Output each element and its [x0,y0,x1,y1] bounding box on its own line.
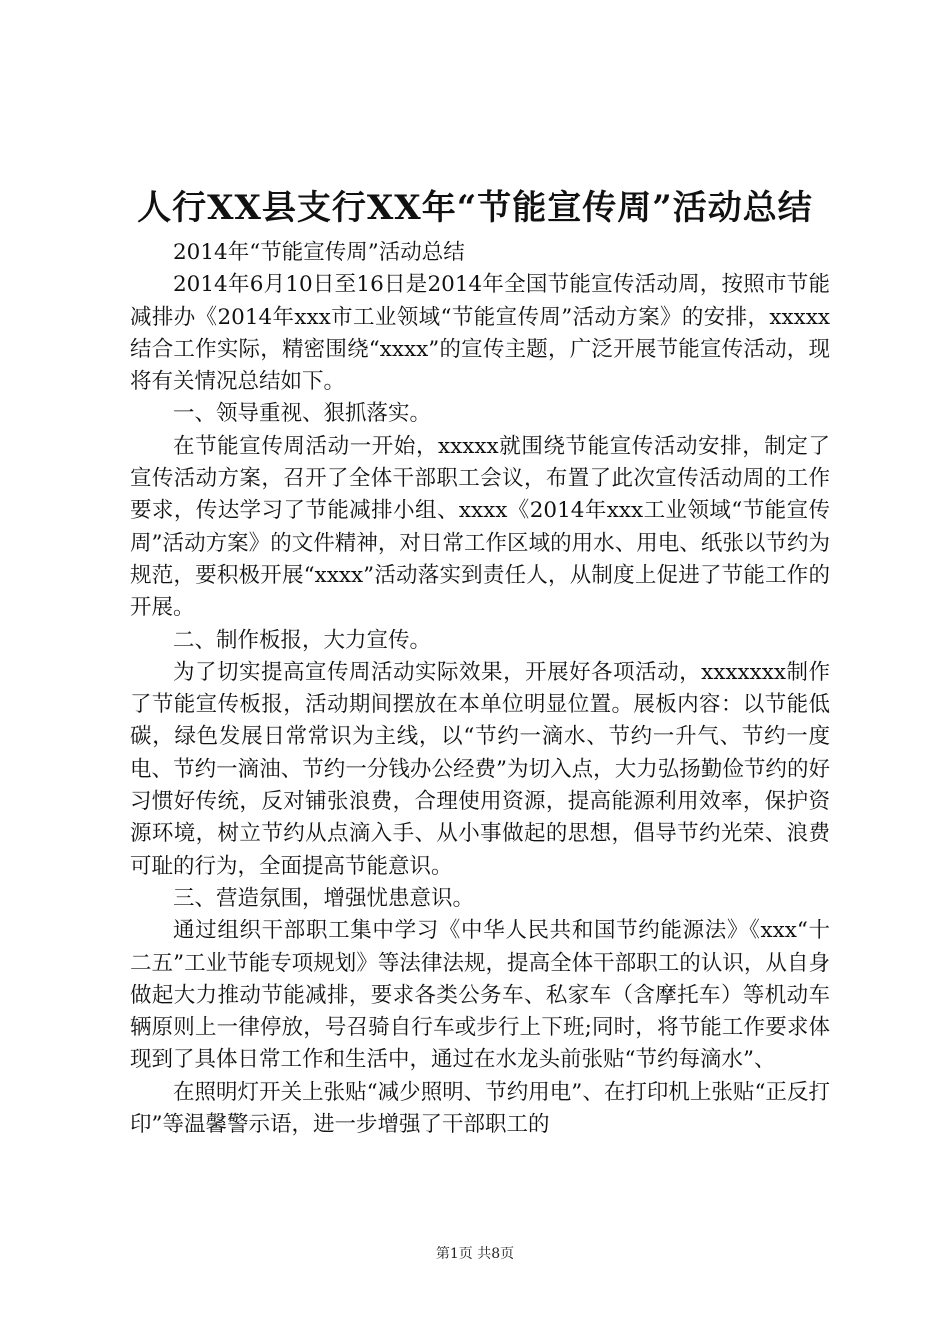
document-body [130,237,830,1141]
document-title: 人行XX县支行XX年“节能宣传周”活动总结 [137,188,813,228]
paragraph-section-3-continued: 在照明灯开关上张贴“减少照明、节约用电”、在打印机上张贴“正反打印”等温馨警示语，进一步增强了干部职工的 [130,1079,830,1138]
paragraph-section-2: 为了切实提高宣传周活动实际效果，开展好各项活动，xxxxxxx制作了节能宣传板报，活动期间摆放在本单位明显位置。展板内容：以节能低碳，绿色发展日常常识为主线，以“节约一滴水、节约一升气、节约一度电、节约一滴油、节约一分钱办公经费”为切入点，大力弘扬勤俭节约的好习惯好传统，反对铺张浪费，合理使用资源，提高能源利用效率，保护资源环境，树立节约从点滴入手、从小事做起的思想，倡导节约光荣、浪费可耻的行为，全面提高节能意识。 [130,659,830,879]
section-heading-3: 三、营造氛围，增强忧患意识。 [173,885,475,911]
paragraph-intro: 2014年6月10日至16日是2014年全国节能宣传活动周，按照市节能减排办《2014年xxx市工业领域“节能宣传周”活动方案》的安排，xxxxx结合工作实际，精密围绕“xxxx”的宣传主题，广泛开展节能宣传活动，现将有关情况总结如下。 [130,272,830,395]
section-heading-1: 一、领导重视、狠抓落实。 [173,401,432,427]
paragraph-subtitle: 2014年“节能宣传周”活动总结 [173,240,465,265]
section-heading-2: 二、制作板报，大力宣传。 [173,627,432,653]
paragraph-section-1: 在节能宣传周活动一开始，xxxxx就围绕节能宣传活动安排，制定了宣传活动方案，召开了全体干部职工会议，布置了此次宣传活动周的工作要求，传达学习了节能减排小组、xxxx《2014年xxx工业领域“节能宣传周”活动方案》的文件精神，对日常工作区域的用水、用电、纸张以节约为规范，要积极开展“xxxx”活动落实到责任人，从制度上促进了节能工作的开展。 [130,433,830,621]
paragraph-section-3: 通过组织干部职工集中学习《中华人民共和国节约能源法》《xxx“十二五”工业节能专项规划》等法律法规，提高全体干部职工的认识，从自身做起大力推动节能减排，要求各类公务车、私家车（含摩托车）等机动车辆原则上一律停放，号召骑自行车或步行上下班;同时，将节能工作要求体现到了具体日常工作和生活中，通过在水龙头前张贴“节约每滴水”、 [130,918,830,1073]
page-number-footer: 第1页 共8页 [435,1246,515,1262]
